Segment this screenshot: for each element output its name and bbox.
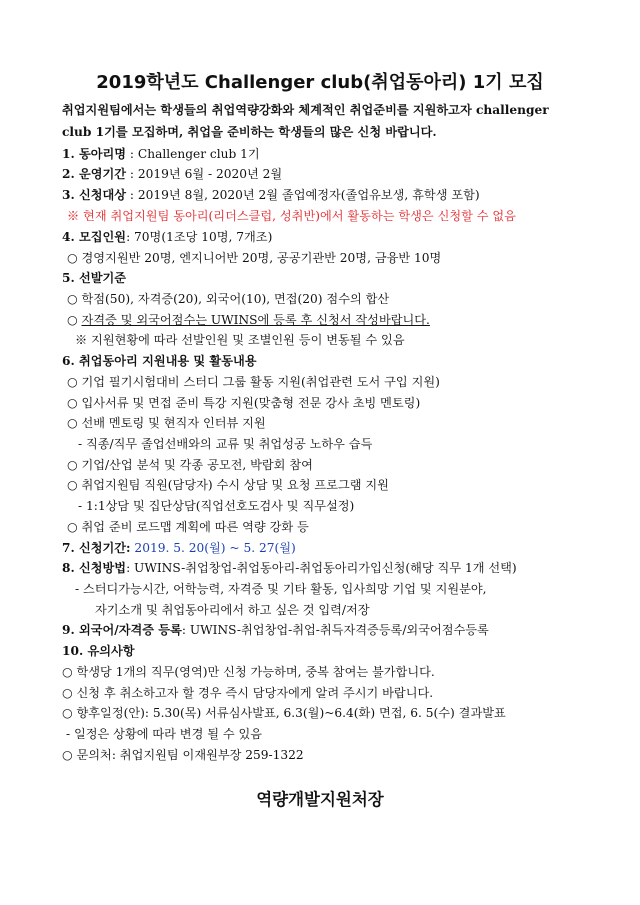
section-5-note: ※ 지원현황에 따라 선발인원 및 조별인원 등이 변동될 수 있음	[75, 333, 405, 347]
section-6-item: ○ 선배 멘토링 및 현직자 인터뷰 지원	[67, 416, 266, 430]
section-2	[62, 166, 282, 182]
section-10-item: ○ 학생당 1개의 직무(영역)만 신청 가능하며, 중복 참여는 불가합니다.	[62, 665, 435, 679]
section-10-item: ○ 문의처: 취업지원팀 이재원부장 259-1322	[62, 748, 304, 762]
section-2-value: : 2019년 6월 - 2020년 2월	[126, 167, 283, 181]
section-6-item: ○ 입사서류 및 면접 준비 특강 지원(맞춤형 전문 강사 초빙 멘토링)	[67, 396, 421, 410]
section-4-value: : 70명(1조당 10명, 7개조)	[126, 230, 273, 244]
section-1	[62, 146, 260, 162]
section-8-value: : UWINS-취업창업-취업동아리-취업동아리가입신청(해당 직무 1개 선택)	[126, 561, 517, 575]
section-9-value: : UWINS-취업창업-취업-취득자격증등록/외국어점수등록	[181, 623, 489, 637]
section-5-item-2-text: 자격증 및 외국어점수는 UWINS에 등록 후 신청서 작성바랍니다.	[81, 313, 430, 327]
section-6-subitem: - 직종/직무 졸업선배와의 교류 및 취업성공 노하우 습득	[78, 437, 373, 451]
section-10-item: ○ 향후일정(안): 5.30(목) 서류심사발표, 6.3(월)~6.4(화) 면접, 6. 5(수) 결과발표	[62, 706, 506, 720]
section-10-subitem: - 일정은 상황에 따라 변경 될 수 있음	[66, 727, 263, 741]
section-6-item: ○ 기업/산업 분석 및 각종 공모전, 박람회 참여	[67, 458, 313, 472]
section-7	[62, 540, 296, 556]
section-5-label: 5. 선발기준	[62, 271, 127, 285]
section-4-label: 4. 모집인원	[62, 230, 127, 244]
section-8-label: 8. 신청방법	[62, 561, 127, 575]
page-title: 2019학년도 Challenger club(취업동아리) 1기 모집	[96, 72, 544, 93]
section-8	[62, 560, 517, 576]
intro-line-2: club 1기를 모집하며, 취업을 준비하는 학생들의 많은 신청 바랍니다.	[62, 125, 437, 139]
section-9-label: 9. 외국어/자격증 등록	[62, 623, 182, 637]
section-10-label: 10. 유의사항	[62, 644, 135, 658]
section-6-item: ○ 취업지원팀 직원(담당자) 수시 상담 및 요청 프로그램 지원	[67, 478, 389, 492]
section-8-sub-2: 자기소개 및 취업동아리에서 하고 싶은 것 입력/저장	[95, 603, 370, 617]
section-6-item: ○ 취업 준비 로드맵 계획에 따른 역량 강화 등	[67, 520, 309, 534]
intro-line-1: 취업지원팀에서는 학생들의 취업역량강화와 체계적인 취업준비를 지원하고자 challenger	[62, 103, 549, 117]
section-6-subitem: - 1:1상담 및 집단상담(직업선호도검사 및 직무설정)	[78, 499, 355, 513]
section-6-item: ○ 기업 필기시험대비 스터디 그룹 활동 지원(취업관련 도서 구입 지원)	[67, 375, 440, 389]
application-period: 2019. 5. 20(월) ~ 5. 27(월)	[130, 541, 296, 555]
section-7-label: 7. 신청기간:	[62, 541, 131, 555]
section-9	[62, 622, 489, 638]
section-4	[62, 229, 272, 245]
section-1-label: 1. 동아리명	[62, 147, 127, 161]
section-8-sub-1: - 스터디가능시간, 어학능력, 자격증 및 기타 활동, 입사희망 기업 및 지원분야,	[75, 582, 487, 596]
bullet: ○	[67, 313, 82, 327]
section-3	[62, 187, 480, 203]
section-5-item-2	[67, 312, 430, 328]
section-3-note: ※ 현재 취업지원팀 동아리(리더스클럽, 성취반)에서 활동하는 학생은 신청할 수 없음	[67, 209, 516, 223]
section-5-item-1: ○ 학점(50), 자격증(20), 외국어(10), 면접(20) 점수의 합산	[67, 292, 390, 306]
section-4-item: ○ 경영지원반 20명, 엔지니어반 20명, 공공기관반 20명, 금융반 10명	[67, 251, 442, 265]
section-6-label: 6. 취업동아리 지원내용 및 활동내용	[62, 354, 257, 368]
section-2-label: 2. 운영기간	[62, 167, 127, 181]
section-10-item: ○ 신청 후 취소하고자 할 경우 즉시 담당자에게 알려 주시기 바랍니다.	[62, 686, 434, 700]
section-3-label: 3. 신청대상	[62, 188, 127, 202]
section-1-value: : Challenger club 1기	[126, 147, 260, 161]
issuer-signature: 역량개발지원처장	[256, 790, 384, 809]
section-3-value: : 2019년 8월, 2020년 2월 졸업예정자(졸업유보생, 휴학생 포함)	[126, 188, 480, 202]
